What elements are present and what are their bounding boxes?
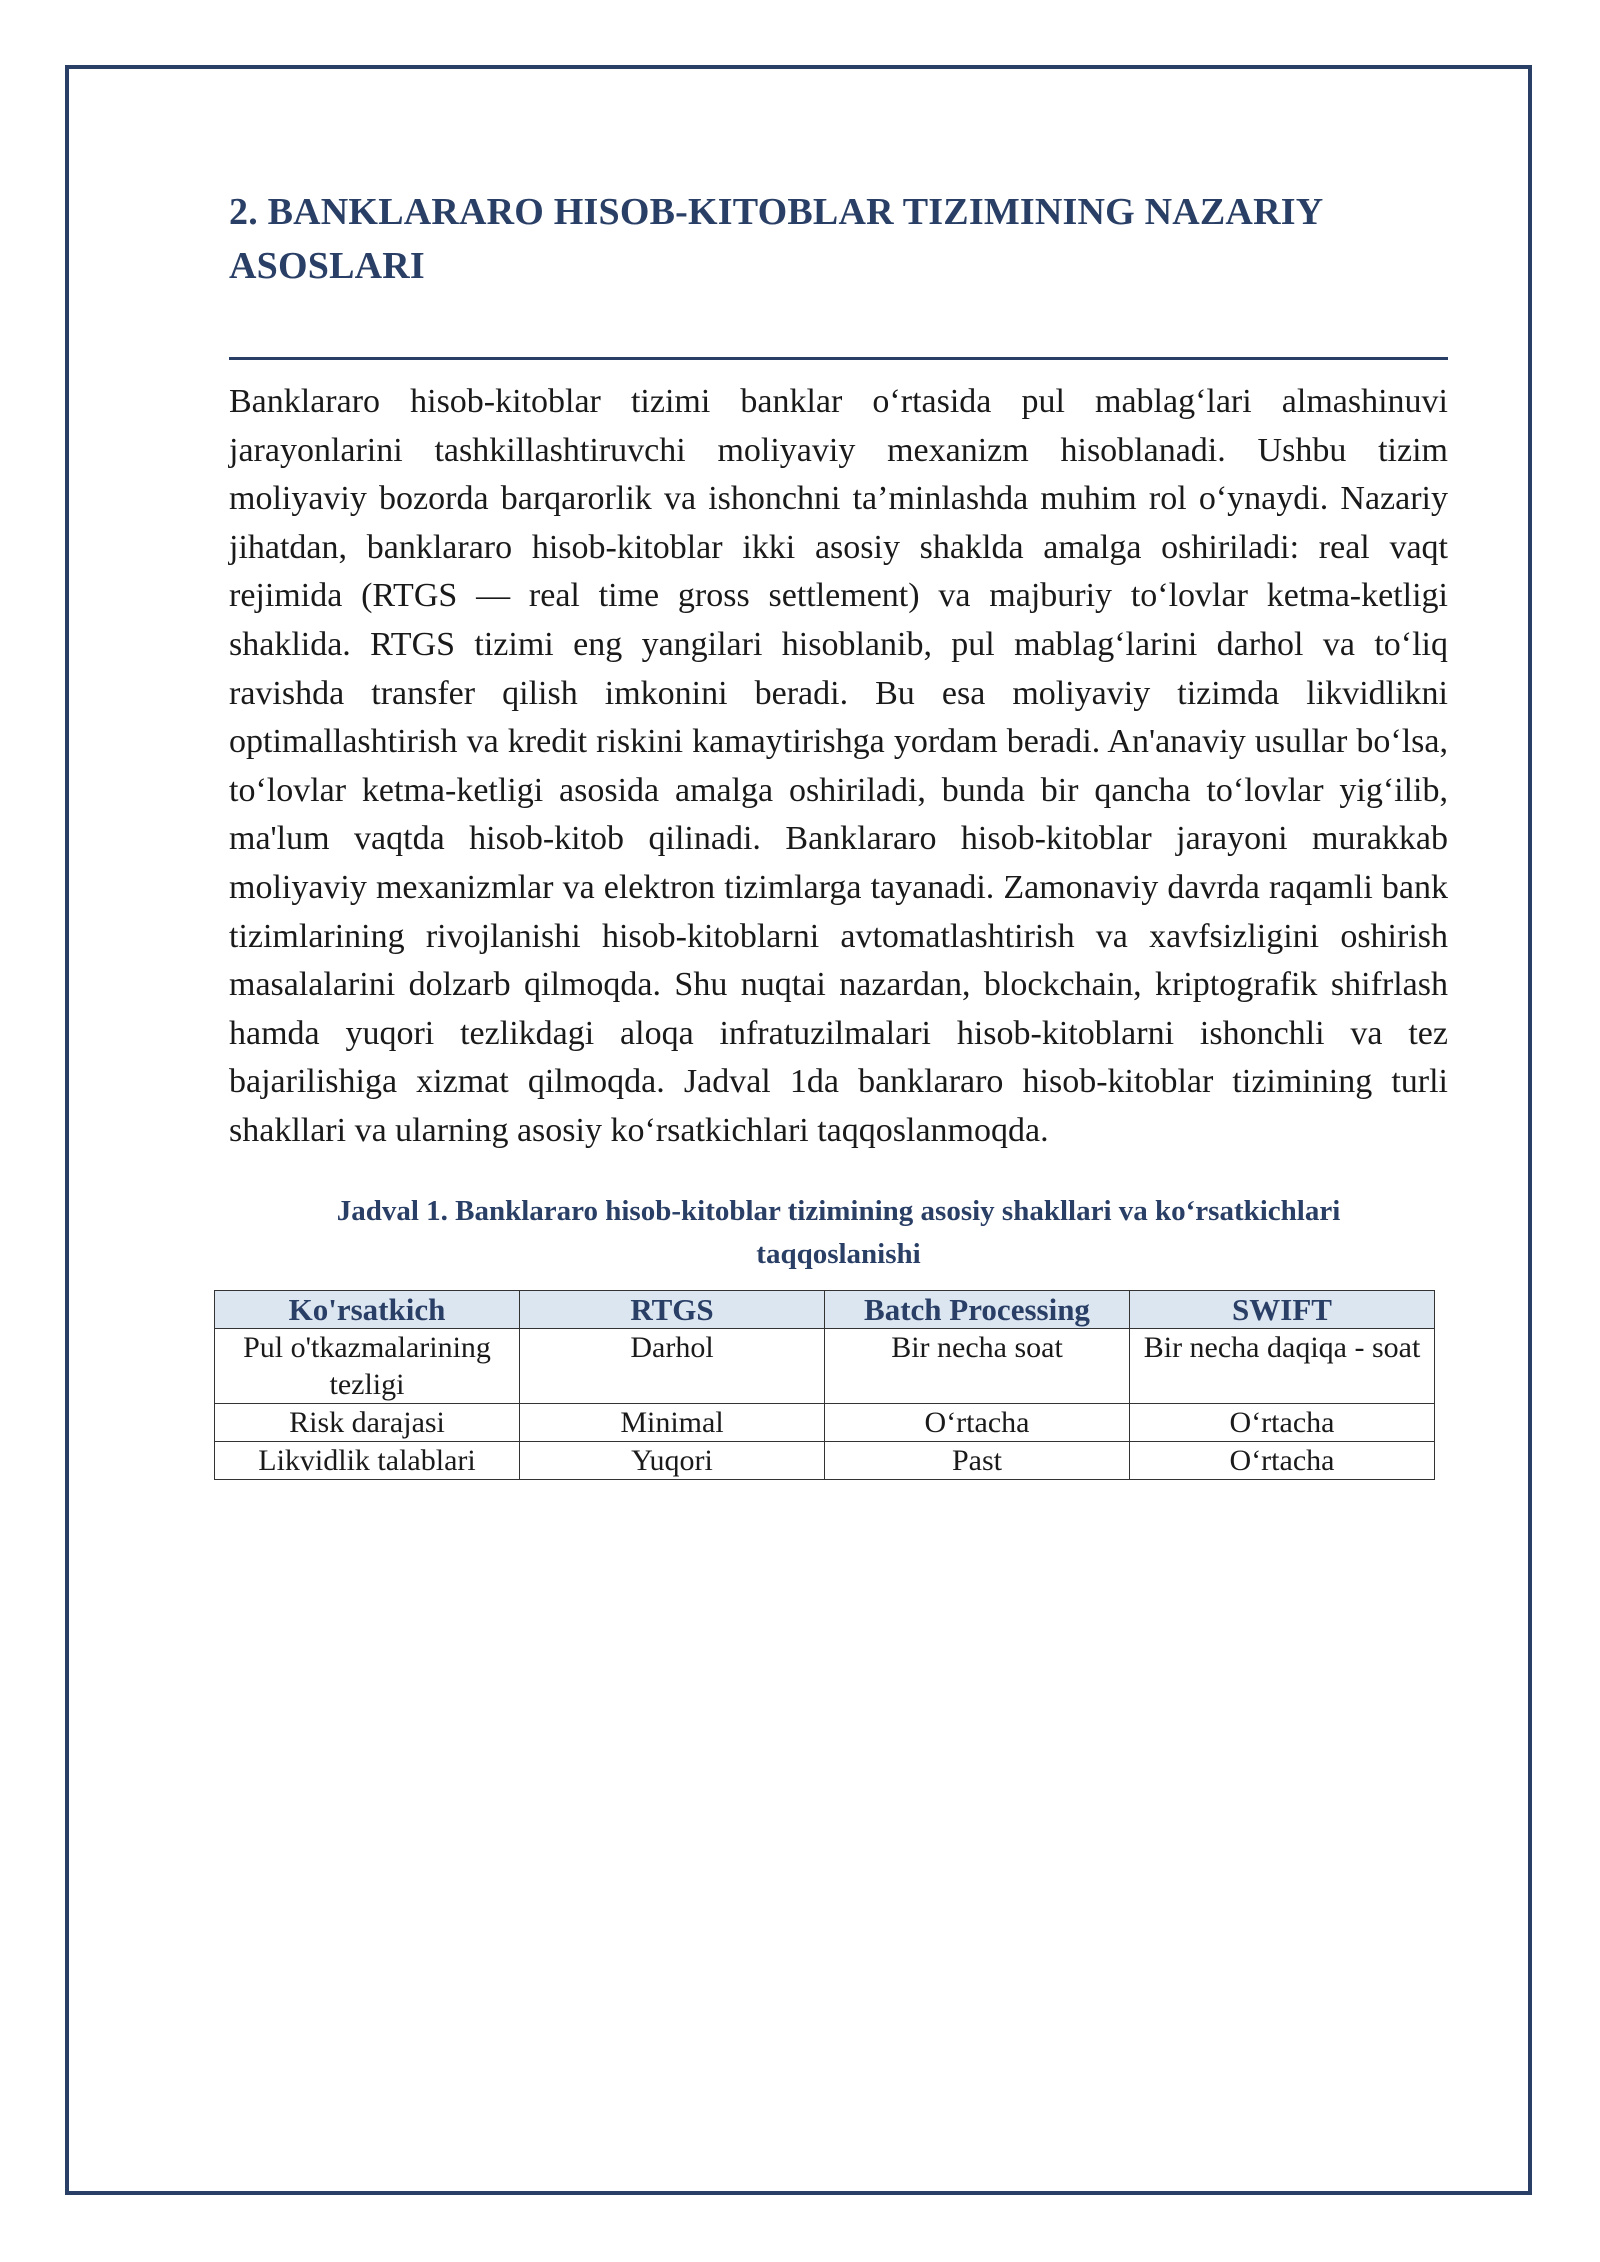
table-row (215, 1441, 1435, 1479)
heading-divider (229, 357, 1448, 360)
table-cell: O‘rtacha (1130, 1441, 1435, 1479)
table-cell: Past (825, 1441, 1130, 1479)
table-header-cell: SWIFT (1130, 1290, 1435, 1328)
table-header-cell: Ko'rsatkich (215, 1290, 520, 1328)
table-cell: Bir necha soat (825, 1328, 1130, 1403)
page-content (229, 185, 1448, 1480)
table-header-cell: Batch Processing (825, 1290, 1130, 1328)
comparison-table (214, 1290, 1435, 1480)
table-cell: Minimal (520, 1403, 825, 1441)
body-paragraph: Banklararo hisob-kitoblar tizimi banklar o‘rtasida pul mablag‘lari almashinuvi jarayonlarini tashkillashtiruvchi moliyaviy mexanizm hisoblanadi. Ushbu tizim moliyaviy bozorda barqarorlik va ishonchni ta’minlashda muhim rol o‘ynaydi. Nazariy jihatdan, banklararo hisob-kitoblar ikki asosiy shaklda amalga oshiriladi: real vaqt rejimida (RTGS — real time gross settlement) va majburiy to‘lovlar ketma-ketligi shaklida. RTGS tizimi eng yangilari hisoblanib, pul mablag‘larini darhol va to‘liq ravishda transfer qilish imkonini beradi. Bu esa moliyaviy tizimda likvidlikni optimallashtirish va kredit riskini kamaytirishga yordam beradi. An'anaviy usullar bo‘lsa, to‘lovlar ketma-ketligi asosida amalga oshiriladi, bunda bir qancha to‘lovlar yig‘ilib, ma'lum vaqtda hisob-kitob qilinadi. Banklararo hisob-kitoblar jarayoni murakkab moliyaviy mexanizmlar va elektron tizimlarga tayanadi. Zamonaviy davrda raqamli bank tizimlarining rivojlanishi hisob-kitoblarni avtomatlashtirish va xavfsizligini oshirish masalalarini dolzarb qilmoqda. Shu nuqtai nazardan, blockchain, kriptografik shifrlash hamda yuqori tezlikdagi aloqa infratuzilmalari hisob-kitoblarni ishonchli va tez bajarilishiga xizmat qilmoqda. Jadval 1da banklararo hisob-kitoblar tizimining turli shakllari va ularning asosiy ko‘rsatkichlari taqqoslanmoqda. (229, 383, 1448, 1149)
table-cell: O‘rtacha (1130, 1403, 1435, 1441)
table-row (215, 1328, 1435, 1403)
table-cell: Yuqori (520, 1441, 825, 1479)
table-cell: Bir necha daqiqa - soat (1130, 1328, 1435, 1403)
table-header-cell: RTGS (520, 1290, 825, 1328)
section-heading: 2. BANKLARARO HISOB-KITOBLAR TIZIMINING NAZARIY ASOSLARI (229, 191, 1322, 287)
table-cell: Pul o'tkazmalarining tezligi (215, 1328, 520, 1403)
table-caption: Jadval 1. Banklararo hisob-kitoblar tizimining asosiy shakllari va ko‘rsatkichlari taqqoslanishi (336, 1194, 1341, 1270)
table-cell: Likvidlik talablari (215, 1441, 520, 1479)
table-cell: Risk darajasi (215, 1403, 520, 1441)
table-cell: Darhol (520, 1328, 825, 1403)
table-header-row (215, 1290, 1435, 1328)
table-row (215, 1403, 1435, 1441)
table-cell: O‘rtacha (825, 1403, 1130, 1441)
